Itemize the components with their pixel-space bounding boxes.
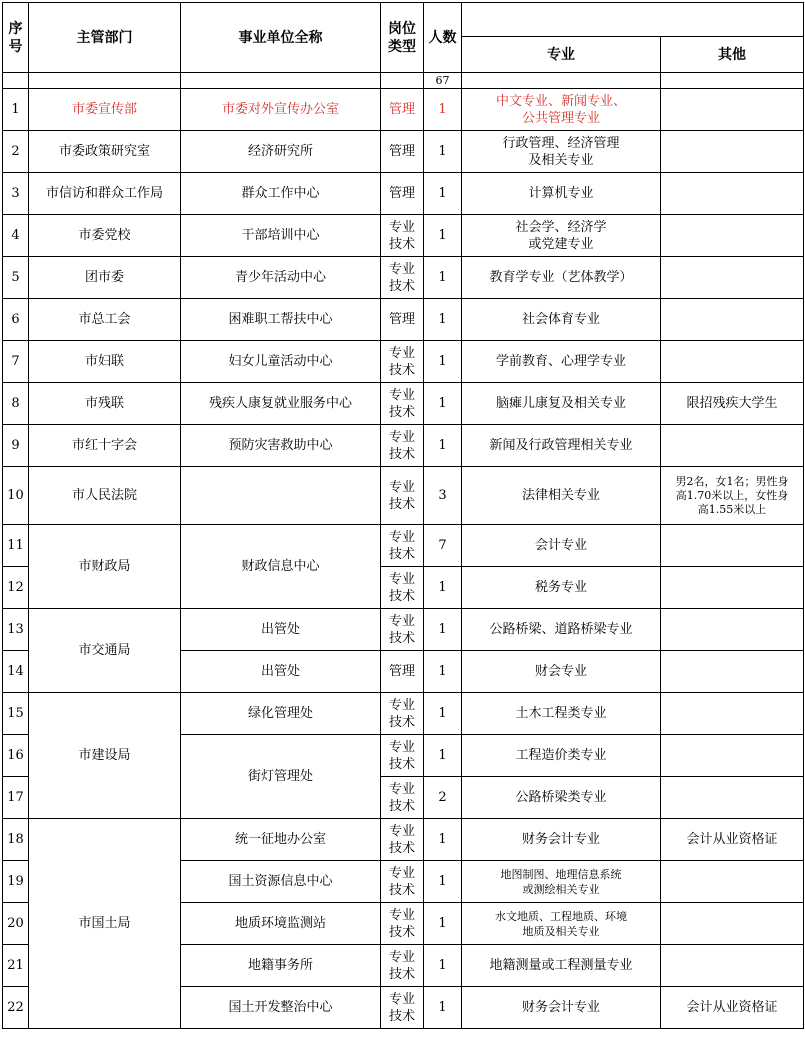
- post-type-line: 专业: [388, 387, 415, 403]
- department-cell: 市妇联: [29, 341, 181, 383]
- unit-name-cell: 绿化管理处: [181, 693, 381, 735]
- major-cell: 公路桥梁、道路桥梁专业: [462, 609, 661, 651]
- major-cell: [462, 861, 661, 903]
- table-row: [3, 467, 804, 525]
- table-row: [3, 609, 804, 651]
- total-row-blank: [29, 73, 181, 89]
- post-type-cell: [381, 215, 424, 257]
- total-row-blank: [3, 73, 29, 89]
- unit-name-cell: 财政信息中心: [181, 525, 381, 609]
- headcount-cell: 1: [424, 425, 462, 467]
- department-cell: 市国土局: [29, 819, 181, 1029]
- headcount-cell: 1: [424, 735, 462, 777]
- post-type-line: 技术: [388, 546, 415, 562]
- post-type-cell: 管理: [381, 173, 424, 215]
- major-line: 水文地质、工程地质、环境: [495, 909, 627, 923]
- unit-name-cell: [181, 467, 381, 525]
- major-line: 或测绘相关专业: [522, 882, 600, 896]
- department-cell: 市总工会: [29, 299, 181, 341]
- other-requirements-cell: [661, 903, 804, 945]
- post-type-cell: [381, 609, 424, 651]
- major-cell: 财务会计专业: [462, 819, 661, 861]
- major-cell: 学前教育、心理学专业: [462, 341, 661, 383]
- unit-name-cell: 群众工作中心: [181, 173, 381, 215]
- headcount-cell: 1: [424, 609, 462, 651]
- total-row-blank: [381, 73, 424, 89]
- row-number: 9: [3, 425, 29, 467]
- major-cell: 工程造价类专业: [462, 735, 661, 777]
- row-number: 22: [3, 987, 29, 1029]
- other-line: 高1.55米以上: [697, 502, 767, 516]
- other-requirements-cell: [661, 425, 804, 467]
- post-type-line: 技术: [388, 446, 415, 462]
- major-cell: 财务会计专业: [462, 987, 661, 1029]
- unit-name-cell: 预防灾害救助中心: [181, 425, 381, 467]
- other-requirements-cell: 限招残疾大学生: [661, 383, 804, 425]
- major-line: 社会学、经济学: [515, 219, 607, 235]
- header-requirements-group: [462, 3, 804, 37]
- post-type-line: 技术: [388, 496, 415, 512]
- post-type-line: 技术: [388, 966, 415, 982]
- row-number: 6: [3, 299, 29, 341]
- post-type-line: 技术: [388, 236, 415, 252]
- header-count: 人数: [424, 3, 462, 73]
- major-line: 公共管理专业: [521, 110, 600, 126]
- department-cell: 市红十字会: [29, 425, 181, 467]
- post-type-line: 专业: [388, 949, 415, 965]
- department-cell: 市委党校: [29, 215, 181, 257]
- row-number: 14: [3, 651, 29, 693]
- department-cell: 市财政局: [29, 525, 181, 609]
- major-cell: [462, 89, 661, 131]
- post-type-cell: 管理: [381, 299, 424, 341]
- post-type-line: 技术: [388, 714, 415, 730]
- headcount-cell: 1: [424, 215, 462, 257]
- other-requirements-cell: [661, 341, 804, 383]
- other-requirements-cell: [661, 299, 804, 341]
- unit-name-cell: 国土资源信息中心: [181, 861, 381, 903]
- row-number: 8: [3, 383, 29, 425]
- department-cell: 团市委: [29, 257, 181, 299]
- headcount-cell: 1: [424, 89, 462, 131]
- headcount-cell: 1: [424, 987, 462, 1029]
- major-cell: 公路桥梁类专业: [462, 777, 661, 819]
- major-line: 地质及相关专业: [522, 924, 600, 938]
- post-type-line: 专业: [388, 991, 415, 1007]
- post-type-line: 专业: [388, 907, 415, 923]
- department-cell: 市信访和群众工作局: [29, 173, 181, 215]
- row-number: 2: [3, 131, 29, 173]
- table-row: [3, 819, 804, 861]
- row-number: 4: [3, 215, 29, 257]
- post-type-line: 专业: [388, 865, 415, 881]
- major-line: 行政管理、经济管理: [502, 135, 620, 151]
- other-requirements-cell: [661, 131, 804, 173]
- department-cell: 市委宣传部: [29, 89, 181, 131]
- post-type-line: 专业: [388, 571, 415, 587]
- post-type-cell: [381, 945, 424, 987]
- header-seq: [3, 3, 29, 73]
- table-row: [3, 215, 804, 257]
- unit-name-cell: 地籍事务所: [181, 945, 381, 987]
- other-requirements-cell: [661, 861, 804, 903]
- unit-name-cell: 残疾人康复就业服务中心: [181, 383, 381, 425]
- headcount-cell: 1: [424, 257, 462, 299]
- department-cell: 市交通局: [29, 609, 181, 693]
- other-requirements-cell: [661, 609, 804, 651]
- headcount-cell: 1: [424, 651, 462, 693]
- total-count: 67: [424, 73, 462, 89]
- row-number: 10: [3, 467, 29, 525]
- other-requirements-cell: [661, 651, 804, 693]
- post-type-cell: [381, 257, 424, 299]
- post-type-cell: [381, 425, 424, 467]
- unit-name-cell: 地质环境监测站: [181, 903, 381, 945]
- headcount-cell: 1: [424, 945, 462, 987]
- row-number: 7: [3, 341, 29, 383]
- table-row: [3, 383, 804, 425]
- major-cell: [462, 131, 661, 173]
- headcount-cell: 1: [424, 173, 462, 215]
- major-cell: 财会专业: [462, 651, 661, 693]
- total-row-blank: [462, 73, 661, 89]
- post-type-line: 专业: [388, 739, 415, 755]
- other-requirements-cell: [661, 945, 804, 987]
- total-row-blank: [661, 73, 804, 89]
- major-cell: 税务专业: [462, 567, 661, 609]
- header-post-type-line-2: 类型: [388, 38, 416, 55]
- post-type-cell: [381, 383, 424, 425]
- post-type-cell: 管理: [381, 131, 424, 173]
- unit-name-cell: 市委对外宣传办公室: [181, 89, 381, 131]
- other-requirements-cell: [661, 693, 804, 735]
- post-type-line: 专业: [388, 429, 415, 445]
- other-requirements-cell: [661, 777, 804, 819]
- post-type-line: 技术: [388, 404, 415, 420]
- unit-name-cell: 干部培训中心: [181, 215, 381, 257]
- post-type-line: 专业: [388, 345, 415, 361]
- post-type-cell: 管理: [381, 651, 424, 693]
- major-cell: 地籍测量或工程测量专业: [462, 945, 661, 987]
- post-type-line: 技术: [388, 924, 415, 940]
- post-type-line: 专业: [388, 781, 415, 797]
- major-cell: 脑瘫儿康复及相关专业: [462, 383, 661, 425]
- other-requirements-cell: [661, 567, 804, 609]
- table-row: [3, 131, 804, 173]
- other-requirements-cell: 会计从业资格证: [661, 819, 804, 861]
- post-type-cell: [381, 987, 424, 1029]
- other-requirements-cell: [661, 173, 804, 215]
- headcount-cell: 1: [424, 861, 462, 903]
- table-row: [3, 525, 804, 567]
- major-line: 中文专业、新闻专业、: [495, 93, 626, 109]
- unit-name-cell: 出管处: [181, 651, 381, 693]
- major-cell: 社会体育专业: [462, 299, 661, 341]
- row-number: 13: [3, 609, 29, 651]
- table-row: [3, 173, 804, 215]
- major-line: 或党建专业: [528, 236, 594, 252]
- headcount-cell: 1: [424, 693, 462, 735]
- header-major: 专业: [462, 37, 661, 73]
- headcount-cell: 1: [424, 903, 462, 945]
- unit-name-cell: 青少年活动中心: [181, 257, 381, 299]
- major-cell: [462, 903, 661, 945]
- major-cell: 计算机专业: [462, 173, 661, 215]
- header-seq-line-1: 序: [8, 20, 23, 37]
- row-number: 19: [3, 861, 29, 903]
- headcount-cell: 1: [424, 299, 462, 341]
- post-type-line: 专业: [388, 823, 415, 839]
- row-number: 16: [3, 735, 29, 777]
- unit-name-cell: 妇女儿童活动中心: [181, 341, 381, 383]
- post-type-cell: [381, 861, 424, 903]
- other-requirements-cell: [661, 215, 804, 257]
- unit-name-cell: 国土开发整治中心: [181, 987, 381, 1029]
- major-cell: 会计专业: [462, 525, 661, 567]
- header-other: 其他: [661, 37, 804, 73]
- total-row-blank: [181, 73, 381, 89]
- post-type-line: 专业: [388, 479, 415, 495]
- row-number: 15: [3, 693, 29, 735]
- post-type-line: 专业: [388, 219, 415, 235]
- unit-name-cell: 困难职工帮扶中心: [181, 299, 381, 341]
- post-type-line: 专业: [388, 613, 415, 629]
- other-requirements-cell: [661, 467, 804, 525]
- headcount-cell: 3: [424, 467, 462, 525]
- headcount-cell: 1: [424, 383, 462, 425]
- department-cell: 市人民法院: [29, 467, 181, 525]
- post-type-cell: [381, 567, 424, 609]
- headcount-cell: 1: [424, 819, 462, 861]
- major-cell: 教育学专业（艺体教学）: [462, 257, 661, 299]
- major-line: 地图制图、地理信息系统: [500, 867, 622, 881]
- post-type-line: 技术: [388, 798, 415, 814]
- other-requirements-cell: [661, 525, 804, 567]
- post-type-cell: [381, 819, 424, 861]
- post-type-line: 专业: [388, 697, 415, 713]
- recruitment-table: [2, 2, 804, 1029]
- post-type-cell: [381, 467, 424, 525]
- header-post-type: [381, 3, 424, 73]
- post-type-line: 技术: [388, 362, 415, 378]
- post-type-cell: [381, 735, 424, 777]
- row-number: 3: [3, 173, 29, 215]
- post-type-cell: [381, 777, 424, 819]
- department-cell: 市建设局: [29, 693, 181, 819]
- header-seq-line-2: 号: [8, 38, 23, 55]
- table-row: [3, 299, 804, 341]
- other-requirements-cell: [661, 257, 804, 299]
- post-type-line: 专业: [388, 261, 415, 277]
- row-number: 5: [3, 257, 29, 299]
- row-number: 21: [3, 945, 29, 987]
- unit-name-cell: 出管处: [181, 609, 381, 651]
- headcount-cell: 2: [424, 777, 462, 819]
- post-type-line: 技术: [388, 1008, 415, 1024]
- other-requirements-cell: [661, 89, 804, 131]
- table-row: [3, 257, 804, 299]
- post-type-cell: [381, 525, 424, 567]
- other-requirements-cell: 会计从业资格证: [661, 987, 804, 1029]
- post-type-cell: 管理: [381, 89, 424, 131]
- post-type-line: 技术: [388, 840, 415, 856]
- table-row: [3, 341, 804, 383]
- post-type-cell: [381, 341, 424, 383]
- row-number: 12: [3, 567, 29, 609]
- table-row: [3, 89, 804, 131]
- row-number: 20: [3, 903, 29, 945]
- post-type-cell: [381, 903, 424, 945]
- unit-name-cell: 经济研究所: [181, 131, 381, 173]
- row-number: 18: [3, 819, 29, 861]
- row-number: 1: [3, 89, 29, 131]
- major-cell: [462, 215, 661, 257]
- department-cell: 市委政策研究室: [29, 131, 181, 173]
- headcount-cell: 1: [424, 567, 462, 609]
- header-unit: 事业单位全称: [181, 3, 381, 73]
- post-type-cell: [381, 693, 424, 735]
- header-post-type-line-1: 岗位: [388, 20, 416, 37]
- post-type-line: 专业: [388, 529, 415, 545]
- other-requirements-cell: [661, 735, 804, 777]
- headcount-cell: 1: [424, 341, 462, 383]
- major-cell: 土木工程类专业: [462, 693, 661, 735]
- post-type-line: 技术: [388, 882, 415, 898]
- unit-name-cell: 街灯管理处: [181, 735, 381, 819]
- post-type-line: 技术: [388, 756, 415, 772]
- department-cell: 市残联: [29, 383, 181, 425]
- other-line: 高1.70米以上，女性身: [675, 488, 789, 502]
- headcount-cell: 7: [424, 525, 462, 567]
- table-row: [3, 693, 804, 735]
- header-dept: 主管部门: [29, 3, 181, 73]
- unit-name-cell: 统一征地办公室: [181, 819, 381, 861]
- headcount-cell: 1: [424, 131, 462, 173]
- row-number: 17: [3, 777, 29, 819]
- major-line: 及相关专业: [528, 152, 594, 168]
- row-number: 11: [3, 525, 29, 567]
- major-cell: 法律相关专业: [462, 467, 661, 525]
- post-type-line: 技术: [388, 630, 415, 646]
- other-line: 男2名，女1名；男性身: [675, 474, 789, 488]
- post-type-line: 技术: [388, 278, 415, 294]
- post-type-line: 技术: [388, 588, 415, 604]
- table-row: [3, 425, 804, 467]
- major-cell: 新闻及行政管理相关专业: [462, 425, 661, 467]
